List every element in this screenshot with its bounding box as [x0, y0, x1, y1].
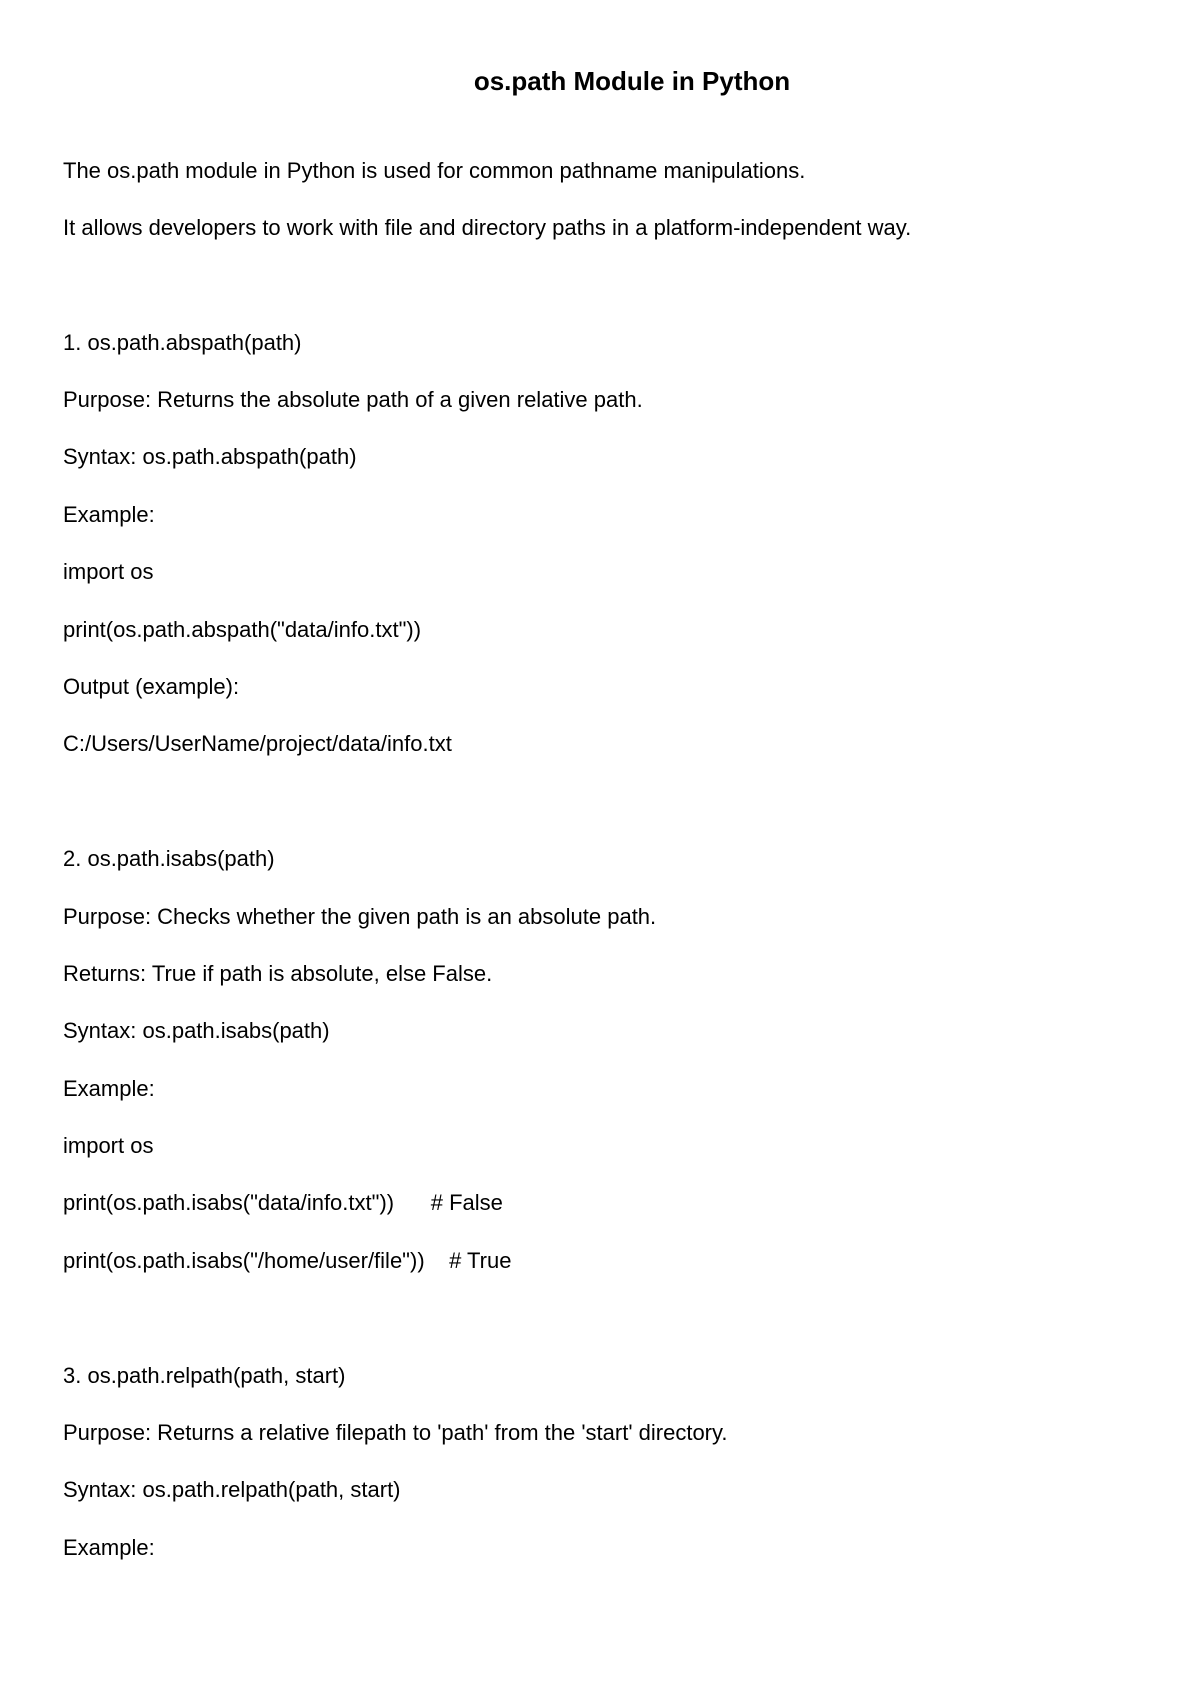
section-2-purpose: Purpose: Checks whether the given path is an absolute path. — [63, 904, 657, 929]
section-3-syntax: Syntax: os.path.relpath(path, start) — [63, 1477, 401, 1502]
section-1-code-line-2: print(os.path.abspath("data/info.txt")) — [63, 617, 422, 642]
section-3-purpose: Purpose: Returns a relative filepath to 'path' from the 'start' directory. — [63, 1420, 728, 1445]
section-1-syntax: Syntax: os.path.abspath(path) — [63, 444, 357, 469]
page-title: os.path Module in Python — [473, 66, 791, 96]
section-1-code-line-1: import os — [63, 559, 154, 584]
section-2-code-line-1: import os — [63, 1133, 154, 1158]
section-2-heading: 2. os.path.isabs(path) — [63, 846, 275, 871]
section-1-heading: 1. os.path.abspath(path) — [63, 330, 302, 355]
section-2-code-line-3: print(os.path.isabs("/home/user/file")) # True — [63, 1248, 512, 1273]
intro-line-2: It allows developers to work with file and directory paths in a platform-independent way. — [63, 215, 912, 240]
intro-line-1: The os.path module in Python is used for common pathname manipulations. — [63, 158, 806, 183]
section-1-example-label: Example: — [63, 502, 155, 527]
page-title-container — [0, 66, 1200, 96]
section-1-purpose: Purpose: Returns the absolute path of a given relative path. — [63, 387, 643, 412]
section-3-example-label: Example: — [63, 1535, 155, 1560]
section-2-example-label: Example: — [63, 1076, 155, 1101]
section-2-returns: Returns: True if path is absolute, else False. — [63, 961, 493, 986]
section-1-output: C:/Users/UserName/project/data/info.txt — [63, 731, 452, 756]
section-1-output-label: Output (example): — [63, 674, 240, 699]
section-3-heading: 3. os.path.relpath(path, start) — [63, 1363, 346, 1388]
section-2-code-line-2: print(os.path.isabs("data/info.txt")) # False — [63, 1190, 503, 1215]
section-2-syntax: Syntax: os.path.isabs(path) — [63, 1018, 330, 1043]
